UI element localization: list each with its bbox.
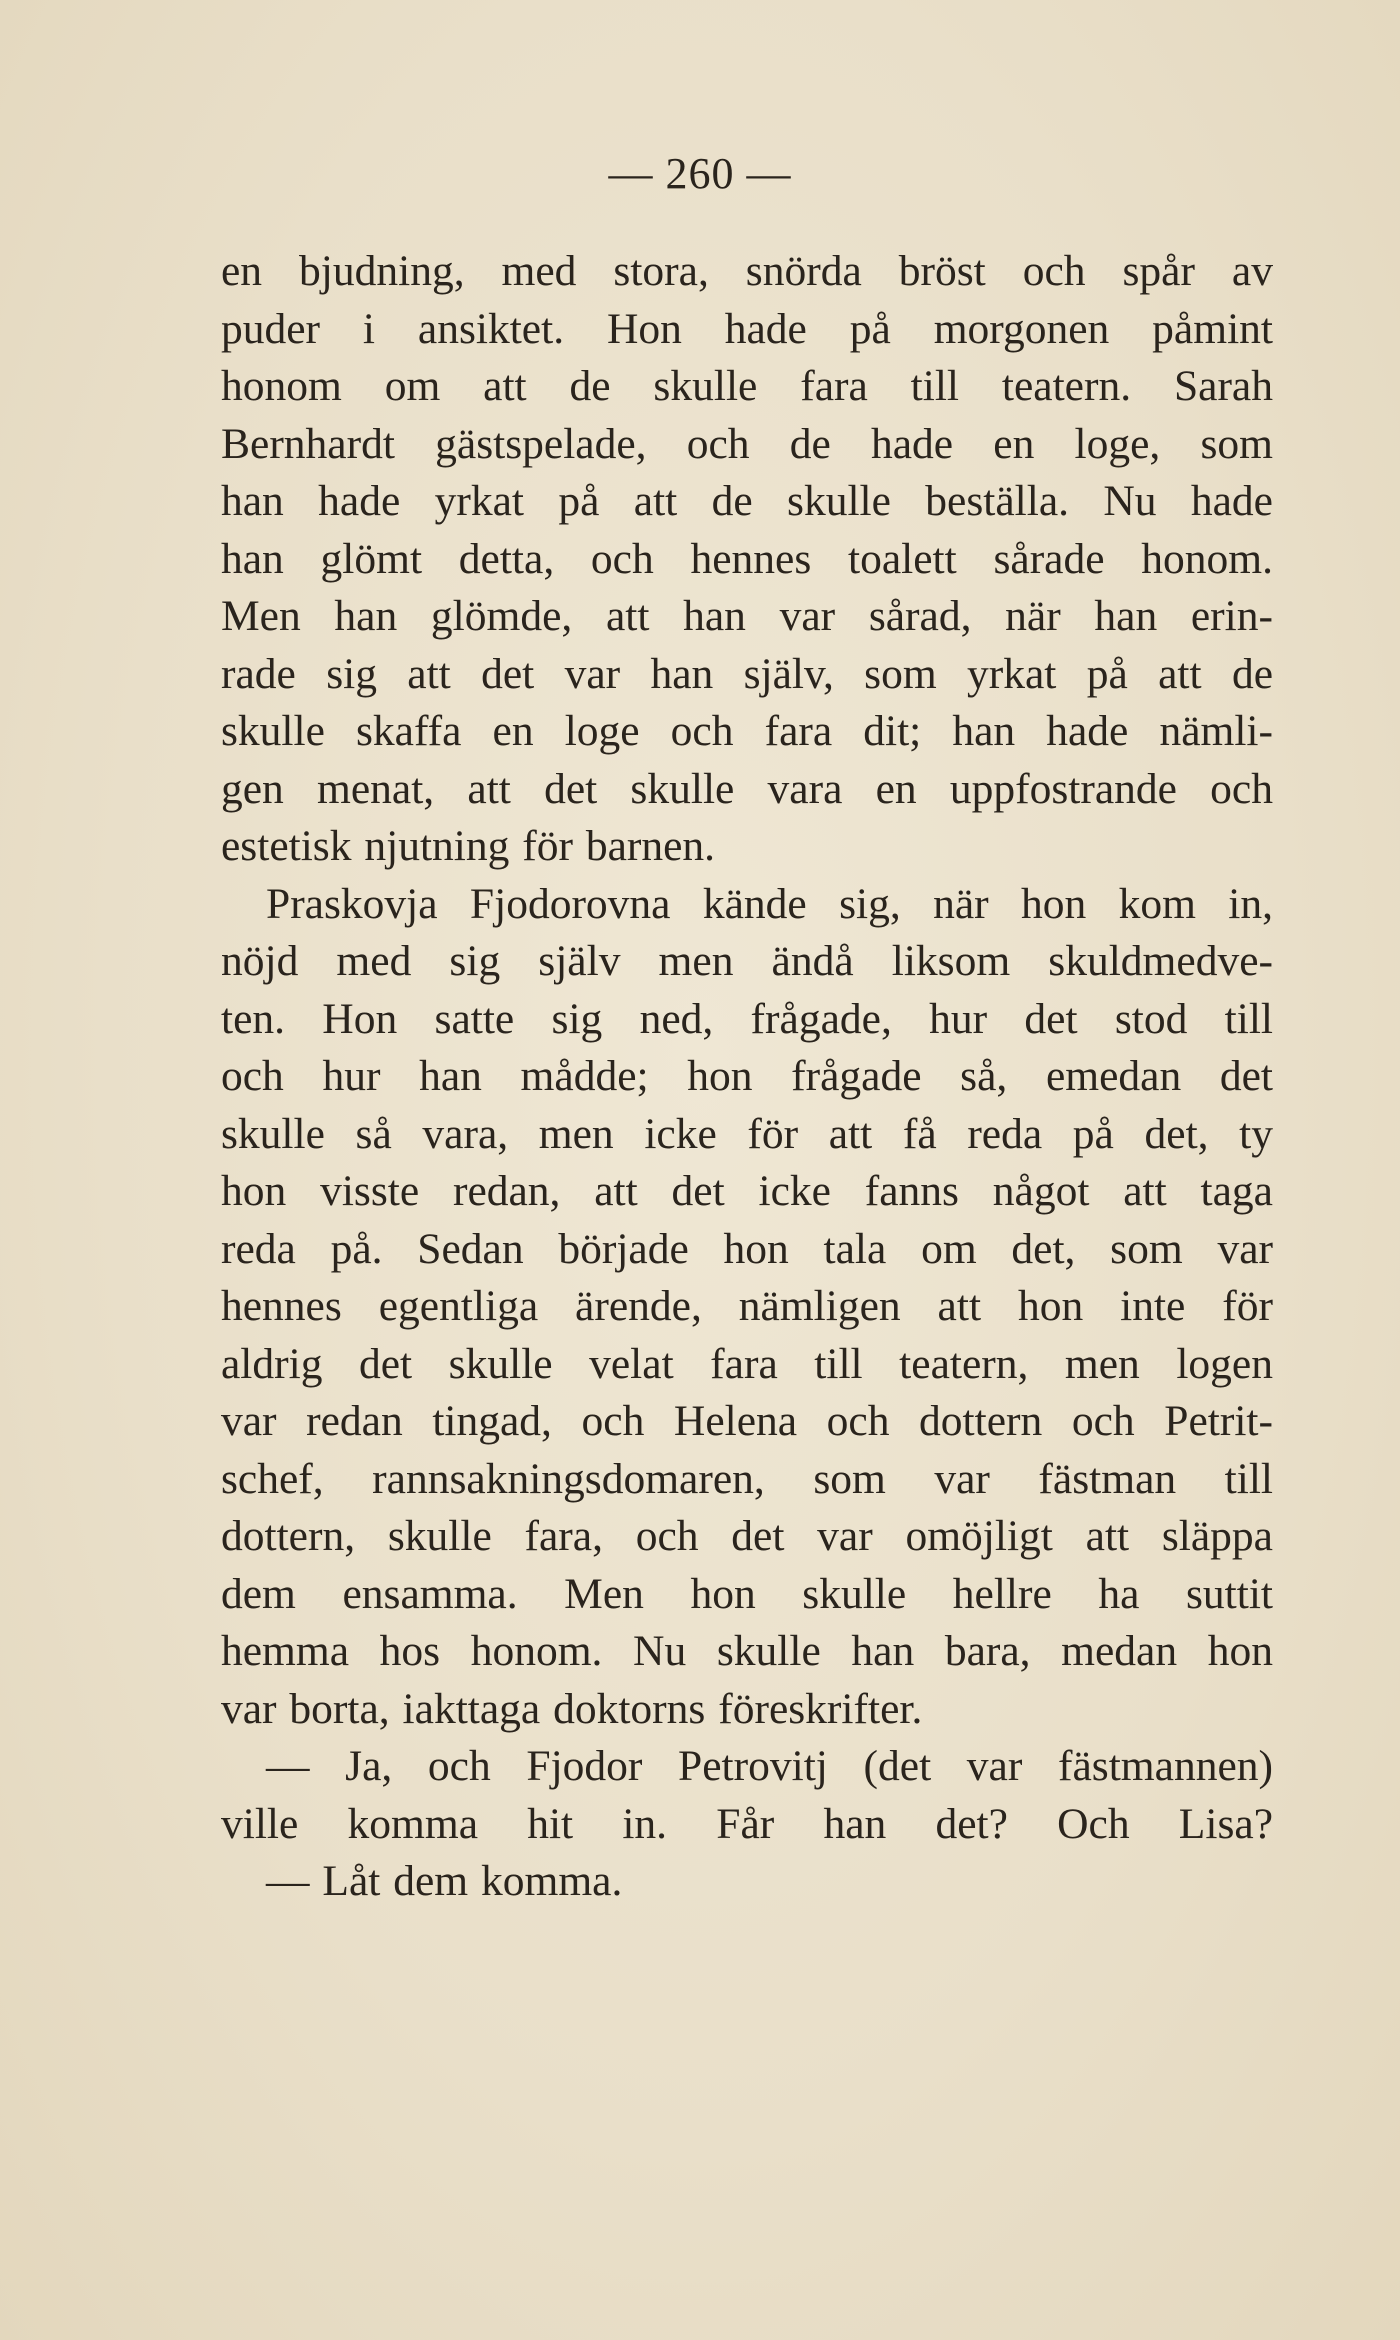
- text-line: — Ja, och Fjodor Petrovitj (det var fästmannen): [266, 1742, 1273, 1790]
- text-line: schef, rannsakningsdomaren, som var fästman till: [221, 1454, 1273, 1503]
- text-line: Praskovja Fjodorovna kände sig, när hon kom in,: [266, 879, 1273, 928]
- text-line: var borta, iakttaga doktorns föreskrifter.: [221, 1684, 923, 1733]
- text-line: hon visste redan, att det icke fanns något att taga: [221, 1167, 1273, 1215]
- text-line: honom om att de skulle fara till teatern. Sarah: [221, 362, 1273, 410]
- text-line: ten. Hon satte sig ned, frågade, hur det stod till: [221, 994, 1273, 1043]
- text-line: Bernhardt gästspelade, och de hade en loge, som: [221, 419, 1273, 468]
- text-line: rade sig att det var han själv, som yrkat på att de: [221, 649, 1273, 698]
- text-line: reda på. Sedan började hon tala om det, som var: [221, 1224, 1273, 1273]
- text-line: — Låt dem komma.: [266, 1857, 623, 1905]
- text-line: aldrig det skulle velat fara till teatern, men logen: [221, 1339, 1273, 1388]
- text-line: gen menat, att det skulle vara en uppfostrande och: [221, 764, 1273, 813]
- text-line: dem ensamma. Men hon skulle hellre ha suttit: [221, 1569, 1273, 1618]
- text-line: hennes egentliga ärende, nämligen att hon inte för: [221, 1282, 1273, 1330]
- text-line: hemma hos honom. Nu skulle han bara, medan hon: [221, 1627, 1273, 1675]
- text-line: estetisk njutning för barnen.: [221, 822, 716, 870]
- text-line: ville komma hit in. Får han det? Och Lisa?: [221, 1799, 1273, 1848]
- text-line: nöjd med sig själv men ändå liksom skuldmedve-: [221, 937, 1273, 985]
- body-text: [221, 243, 1273, 1911]
- text-line: Men han glömde, att han var sårad, när han erin-: [221, 592, 1273, 640]
- text-line: han glömt detta, och hennes toalett sårade honom.: [221, 534, 1273, 583]
- text-line: var redan tingad, och Helena och dottern och Petrit-: [221, 1397, 1273, 1445]
- text-line: skulle skaffa en loge och fara dit; han hade nämli-: [221, 707, 1273, 755]
- text-line: puder i ansiktet. Hon hade på morgonen påmint: [221, 304, 1273, 353]
- text-line: och hur han mådde; hon frågade så, emedan det: [221, 1052, 1273, 1100]
- text-line: han hade yrkat på att de skulle beställa. Nu hade: [221, 477, 1273, 525]
- page-number: — 260 —: [608, 149, 792, 198]
- text-line: en bjudning, med stora, snörda bröst och spår av: [221, 247, 1273, 295]
- text-line: dottern, skulle fara, och det var omöjligt att släppa: [221, 1512, 1273, 1560]
- text-line: skulle så vara, men icke för att få reda på det, ty: [221, 1109, 1273, 1158]
